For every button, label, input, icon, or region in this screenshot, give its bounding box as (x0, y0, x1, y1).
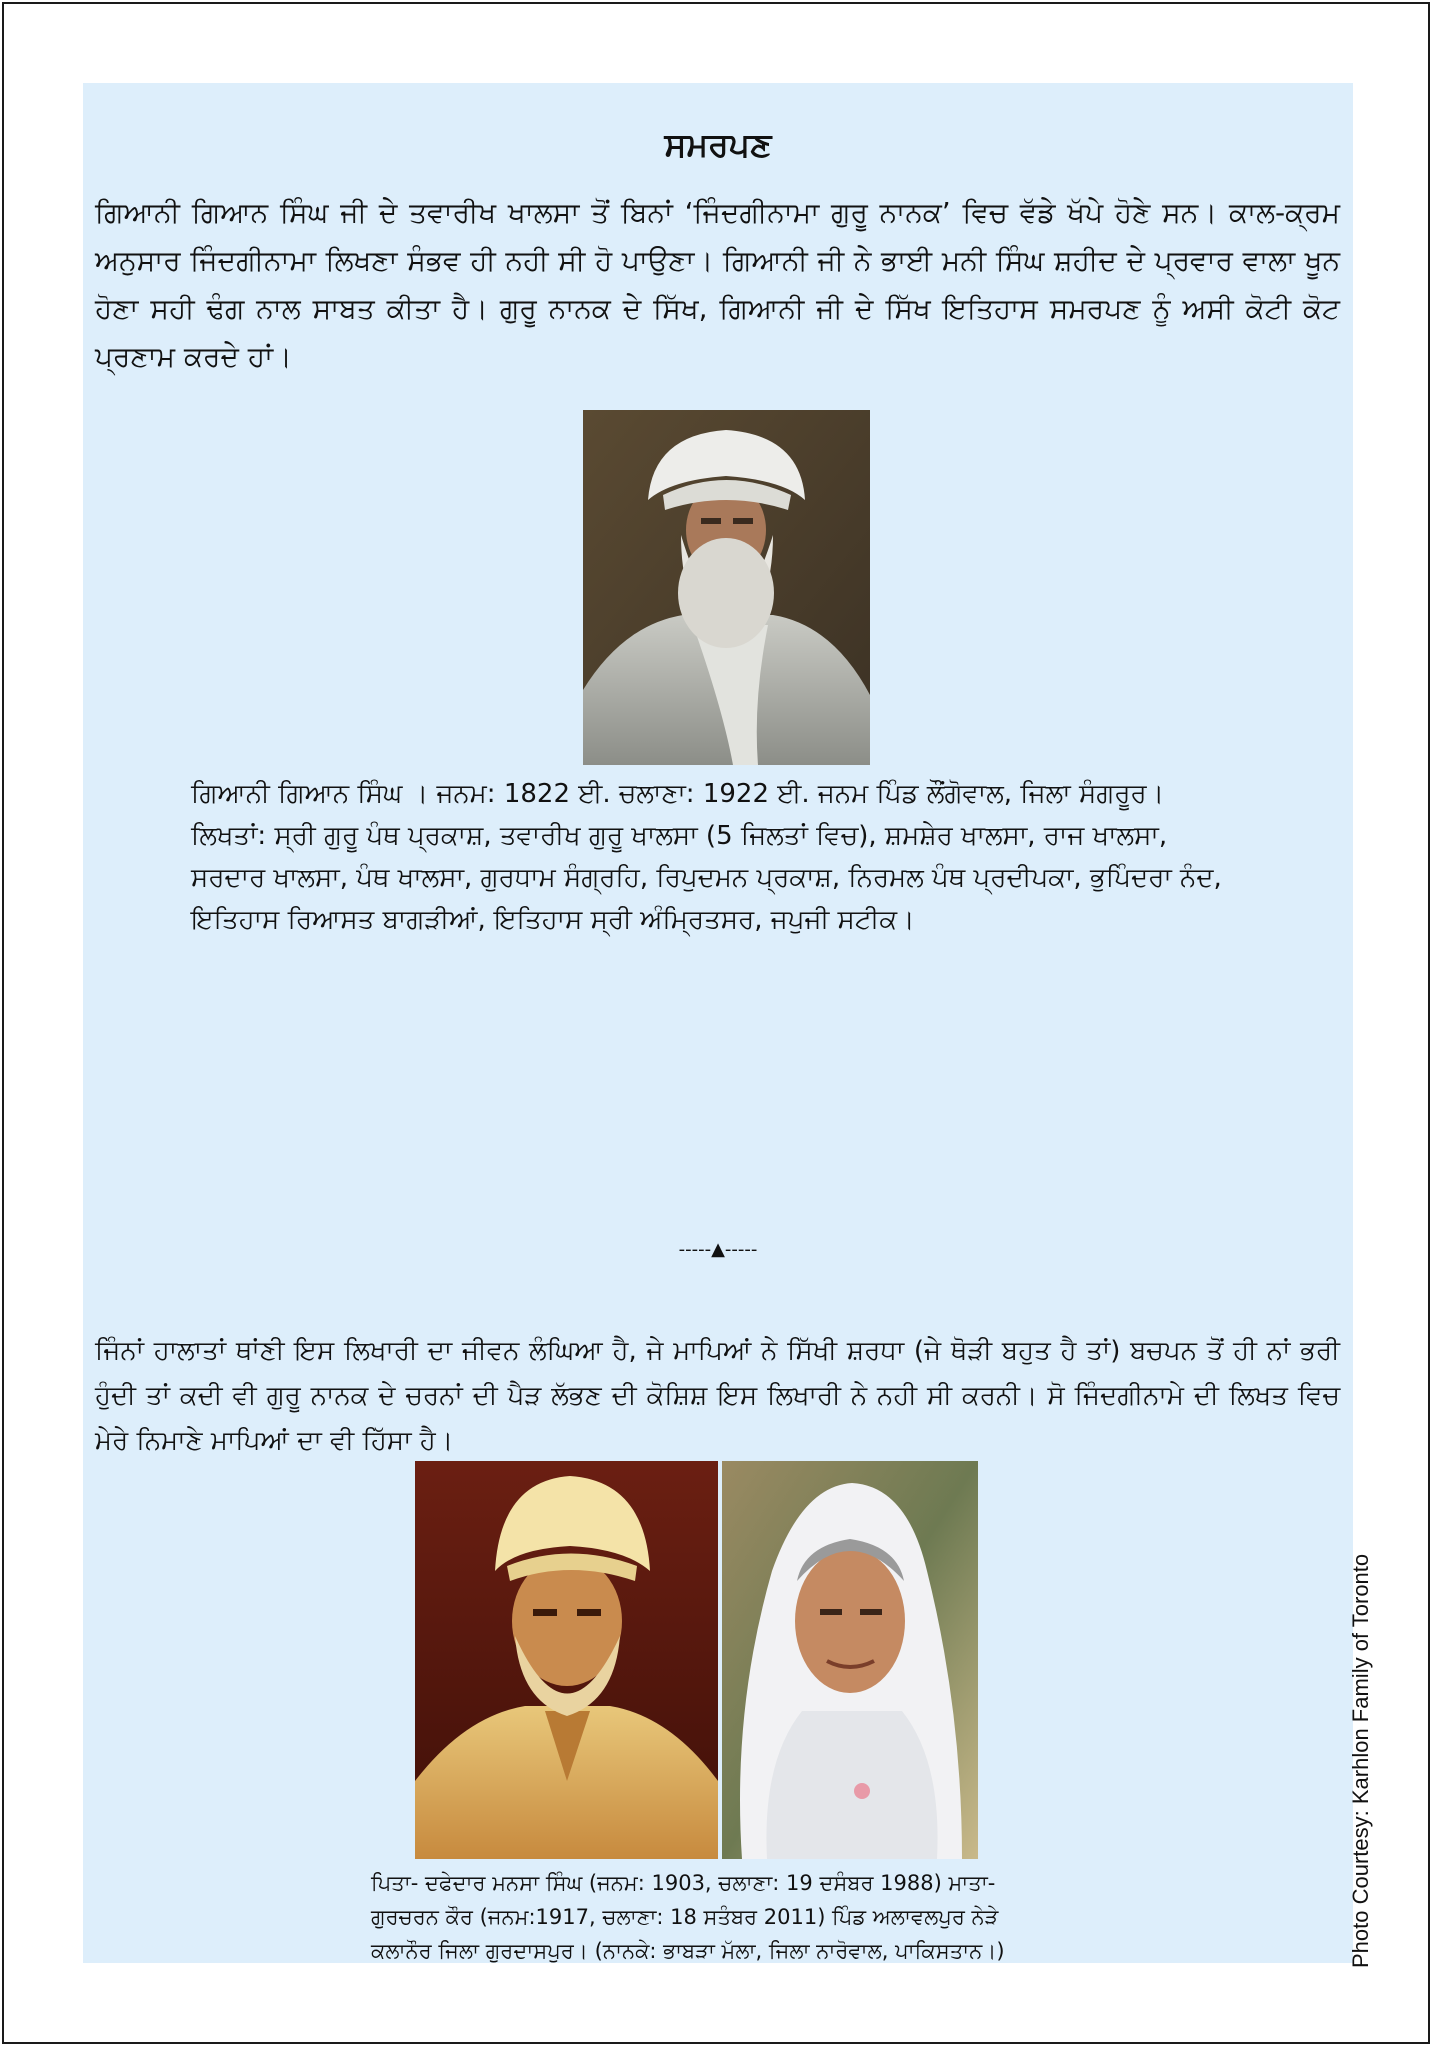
portrait-giani-gian-singh (583, 410, 870, 765)
portrait-mother (722, 1461, 978, 1859)
intro-paragraph: ਗਿਆਨੀ ਗਿਆਨ ਸਿੰਘ ਜੀ ਦੇ ਤਵਾਰੀਖ ਖਾਲਸਾ ਤੋਂ ਬਿਨਾਂ ‘ਜਿੰਦਗੀਨਾਮਾ ਗੁਰੂ ਨਾਨਕ’ ਵਿਚ ਵੱਡੇ ਖੱਪੇ ਹੋਣੇ ਸਨ। ਕਾਲ-ਕ੍ਰਮ ਅਨੁਸਾਰ ਜਿੰਦਗੀਨਾਮਾ ਲਿਖਣਾ ਸੰਭਵ ਹੀ ਨਹੀ ਸੀ ਹੋ ਪਾਉਣਾ। ਗਿਆਨੀ ਜੀ ਨੇ ਭਾਈ ਮਨੀ ਸਿੰਘ ਸ਼ਹੀਦ ਦੇ ਪ੍ਰਵਾਰ ਵਾਲਾ ਖੂਨ ਹੋਣਾ ਸਹੀ ਢੰਗ ਨਾਲ ਸਾਬਤ ਕੀਤਾ ਹੈ। ਗੁਰੂ ਨਾਨਕ ਦੇ ਸਿੱਖ, ਗਿਆਨੀ ਜੀ ਦੇ ਸਿੱਖ ਇਤਿਹਾਸ ਸਮਰਪਣ ਨੂੰ ਅਸੀ ਕੋਟੀ ਕੋਟ ਪ੍ਰਣਾਮ ਕਰਦੇ ਹਾਂ। (95, 196, 1340, 373)
parents-paragraph: ਜਿੰਨਾਂ ਹਾਲਾਤਾਂ ਥਾਂਣੀ ਇਸ ਲਿਖਾਰੀ ਦਾ ਜੀਵਨ ਲੰਘਿਆ ਹੈ, ਜੇ ਮਾਪਿਆਂ ਨੇ ਸਿੱਖੀ ਸ਼ਰਧਾ (ਜੇ ਥੋੜੀ ਬਹੁਤ ਹੈ ਤਾਂ) ਬਚਪਨ ਤੋਂ ਹੀ ਨਾਂ ਭਰੀ ਹੁੰਦੀ ਤਾਂ ਕਦੀ ਵੀ ਗੁਰੂ ਨਾਨਕ ਦੇ ਚਰਨਾਂ ਦੀ ਪੈੜ ਲੱਭਣ ਦੀ ਕੋਸ਼ਿਸ਼ ਇਸ ਲਿਖਾਰੀ ਨੇ ਨਹੀ ਸੀ ਕਰਨੀ। ਸੋ ਜਿੰਦਗੀਨਾਮੇ ਦੀ ਲਿਖਤ ਵਿਚ ਮੇਰੇ ਨਿਮਾਣੇ ਮਾਪਿਆਂ ਦਾ ਵੀ ਹਿੱਸਾ ਹੈ। (95, 1336, 1340, 1456)
parents-caption: ਪਿਤਾ- ਦਫੇਦਾਰ ਮਨਸਾ ਸਿੰਘ (ਜਨਮ: 1903, ਚਲਾਣਾ: 19 ਦਸੰਬਰ 1988) ਮਾਤਾ- ਗੁਰਚਰਨ ਕੌਰ (ਜਨਮ:1917, ਚਲਾਣਾ: 18 ਸਤੰਬਰ 2011) ਪਿੰਡ ਅਲਾਵਲਪੁਰ ਨੇੜੇ ਕਲਾਨੌਰ ਜਿਲਾ ਗੁਰਦਾਸਪੁਰ। (ਨਾਨਕੇ: ਭਾਬੜਾ ਮੱਲਾ, ਜਿਲਾ ਨਾਰੋਵਾਲ, ਪਾਕਿਸਤਾਨ।) (371, 1871, 1005, 1963)
content-panel (83, 83, 1353, 1963)
photo-credit: Photo Courtesy: Karhlon Family of Toronto (1348, 1553, 1373, 1968)
page-title: ਸਮਰਪਣ (664, 125, 772, 164)
portrait-father (415, 1461, 718, 1859)
section-divider: -----▲----- (678, 1239, 758, 1260)
portrait-caption: ਗਿਆਨੀ ਗਿਆਨ ਸਿੰਘ । ਜਨਮ: 1822 ਈ. ਚਲਾਣਾ: 1922 ਈ. ਜਨਮ ਪਿੰਡ ਲੌਂਗੋਵਾਲ, ਜਿਲਾ ਸੰਗਰੂਰ। ਲਿਖਤਾਂ: ਸ੍ਰੀ ਗੁਰੂ ਪੰਥ ਪ੍ਰਕਾਸ਼, ਤਵਾਰੀਖ ਗੁਰੂ ਖਾਲਸਾ (5 ਜਿਲਤਾਂ ਵਿਚ), ਸ਼ਮਸ਼ੇਰ ਖਾਲਸਾ, ਰਾਜ ਖਾਲਸਾ, ਸਰਦਾਰ ਖਾਲਸਾ, ਪੰਥ ਖਾਲਸਾ, ਗੁਰਧਾਮ ਸੰਗ੍ਰਹਿ, ਰਿਪੁਦਮਨ ਪ੍ਰਕਾਸ਼, ਨਿਰਮਲ ਪੰਥ ਪ੍ਰਦੀਪਕਾ, ਭੁਪਿੰਦਰਾ ਨੰਦ, ਇਤਿਹਾਸ ਰਿਆਸਤ ਬਾਗੜੀਆਂ, ਇਤਿਹਾਸ ਸ੍ਰੀ ਅੰਮ੍ਰਿਤਸਰ, ਜਪੁਜੀ ਸਟੀਕ। (191, 779, 1222, 935)
